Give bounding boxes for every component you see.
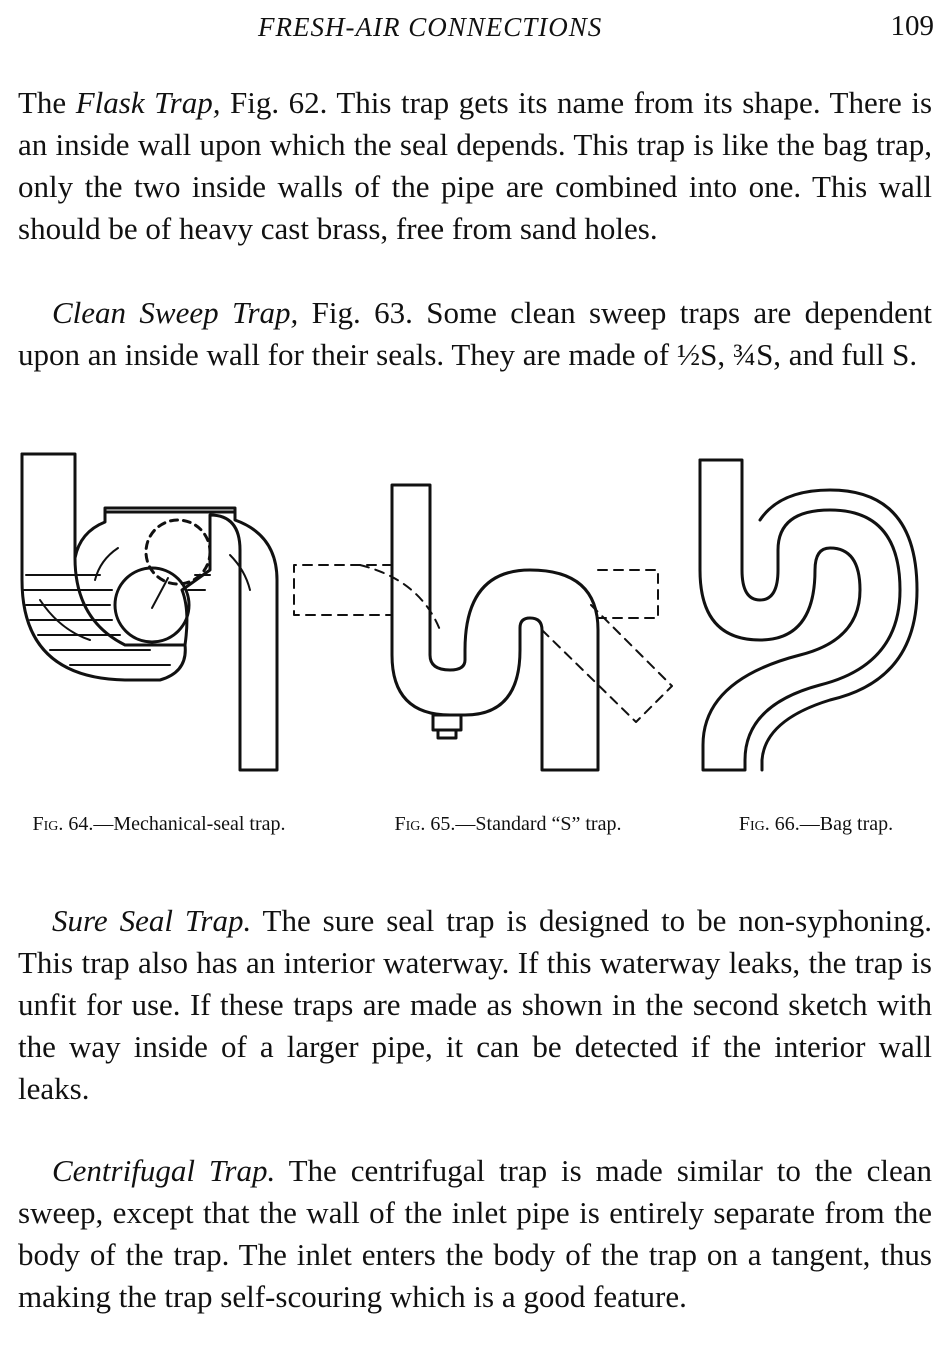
paragraph-clean-sweep-trap xyxy=(18,292,932,376)
paragraph-sure-seal-trap xyxy=(18,900,932,1110)
running-title: FRESH-AIR CONNECTIONS xyxy=(258,12,603,42)
standard-s-trap-drawing xyxy=(294,485,672,770)
figure-66-caption xyxy=(716,810,916,838)
clean-sweep-trap-title: Clean Sweep Trap, xyxy=(52,295,299,330)
centrifugal-trap-title: Centrifugal Trap. xyxy=(52,1153,276,1188)
flask-trap-title: Flask Trap, xyxy=(75,85,221,120)
figure-64-caption xyxy=(14,810,304,838)
bag-trap-drawing xyxy=(700,460,917,770)
mechanical-seal-trap-drawing xyxy=(22,454,277,770)
paragraph-body: The centrifugal trap is made similar to the clean sweep, except that the wall of the inlet pipe is entirely separate from the body of the trap. The inlet enters the body of the trap on a tangent, thus making the trap self-scouring which is a good feature. xyxy=(18,1153,933,1314)
page-number: 109 xyxy=(890,10,934,42)
sure-seal-trap-title: Sure Seal Trap. xyxy=(52,903,252,938)
trap-figures xyxy=(0,440,950,800)
figure-65-text: —Standard “S” trap. xyxy=(455,813,622,835)
figure-66-label: Fig. 66. xyxy=(738,813,800,835)
figure-64-text: —Mechanical-seal trap. xyxy=(93,813,286,835)
paragraph-body: The sure seal trap is designed to be non-syphoning. This trap also has an interior waterway. If this waterway leaks, the trap is unfit for use. If these traps are made as shown in the second sketch with the way inside of a larger pipe, it can be detected if the interior wall leaks. xyxy=(18,903,933,1106)
figure-65-label: Fig. 65. xyxy=(394,813,456,835)
figure-64-label: Fig. 64. xyxy=(32,813,94,835)
paragraph-body: Fig. 63. Some clean sweep traps are dependent upon an inside wall for their seals. They are made of ½S, ¾S, and full S. xyxy=(18,295,932,372)
paragraph-lead: The xyxy=(18,85,76,120)
figure-65-caption xyxy=(318,810,698,838)
figure-66-text: —Bag trap. xyxy=(799,813,894,835)
paragraph-body: Fig. 62. This trap gets its name from its shape. There is an inside wall upon which the seal depends. This trap is like the bag trap, only the two inside walls of the pipe are combined into one. This wall should be of heavy cast brass, free from sand holes. xyxy=(18,85,933,246)
paragraph-centrifugal-trap xyxy=(18,1150,932,1318)
running-header xyxy=(0,8,950,48)
paragraph-flask-trap xyxy=(18,82,932,250)
